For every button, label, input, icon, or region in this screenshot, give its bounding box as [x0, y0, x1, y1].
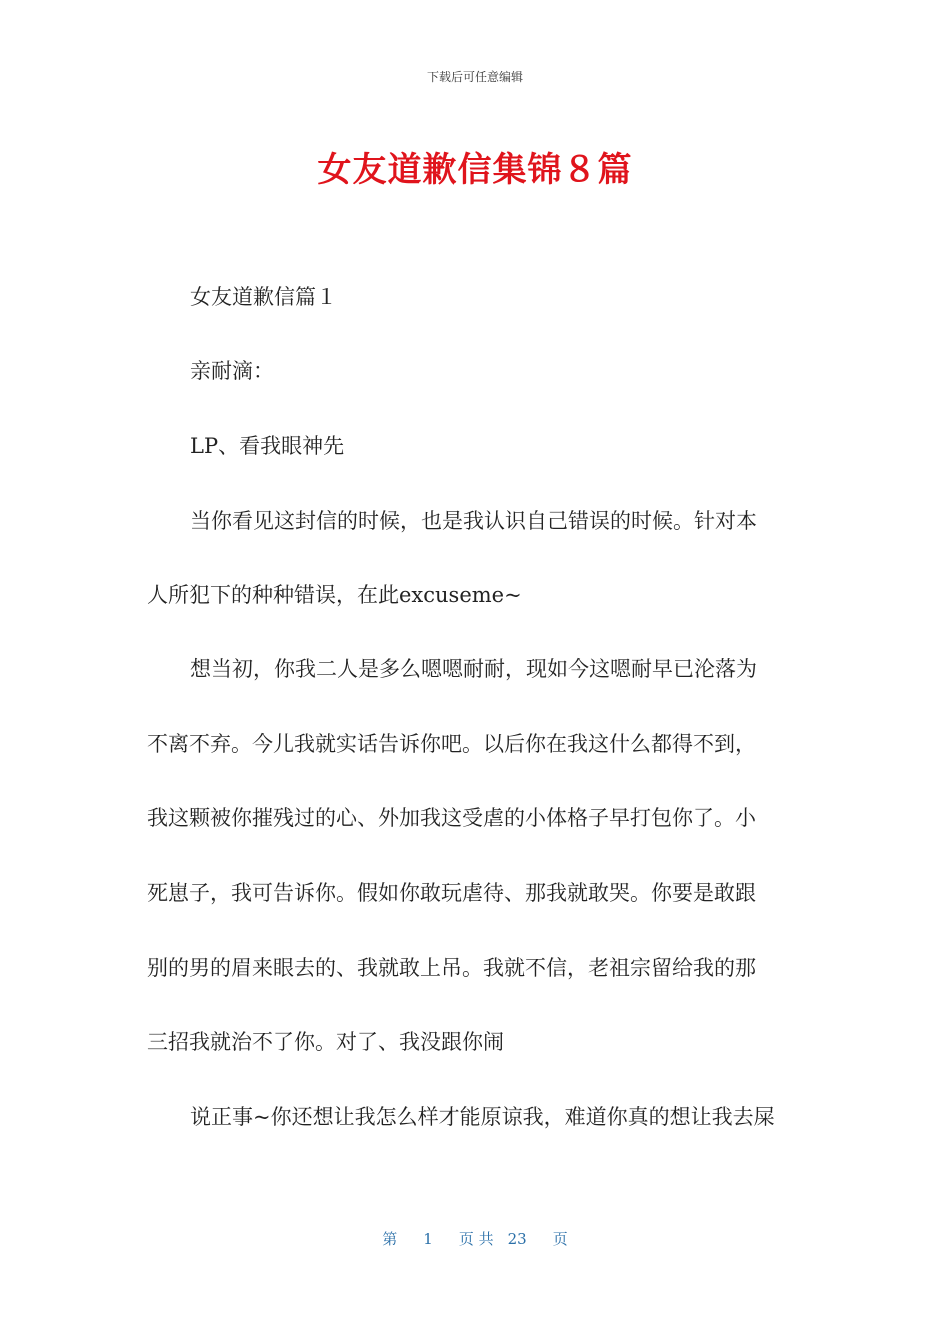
paragraph-line: 别的男的眉来眼去的、我就敢上吊。我就不信，老祖宗留给我的那: [147, 956, 756, 980]
paragraph-line: 三招我就治不了你。对了、我没跟你闹: [147, 1030, 504, 1054]
footer-page-number: 1: [423, 1230, 433, 1248]
paragraph-line: 死崽子，我可告诉你。假如你敢玩虐待、那我就敢哭。你要是敢跟: [147, 881, 756, 905]
footer-middle: 页 共: [458, 1230, 494, 1248]
footer-total-pages: 23: [507, 1230, 527, 1248]
paragraph-line: 我这颗被你摧残过的心、外加我这受虐的小体格子早打包你了。小: [147, 806, 756, 830]
paragraph-line: LP、看我眼神先: [190, 434, 345, 458]
footer-prefix: 第: [382, 1230, 398, 1248]
header-note: 下载后可任意编辑: [426, 70, 523, 84]
section-heading: 女友道歉信篇１: [190, 285, 337, 309]
paragraph-line: 人所犯下的种种错误，在此excuseme~: [147, 583, 522, 607]
paragraph-line: 不离不弃。今儿我就实话告诉你吧。以后你在我这什么都得不到，: [147, 732, 756, 756]
footer-suffix: 页: [552, 1230, 568, 1248]
paragraph-line: 说正事~你还想让我怎么样才能原谅我，难道你真的想让我去屎: [190, 1105, 775, 1129]
salutation: 亲耐滴：: [190, 359, 274, 383]
document-title: 女友道歉信集锦８篇: [317, 150, 633, 190]
page-footer: [0, 1228, 950, 1249]
paragraph-line: 当你看见这封信的时候，也是我认识自己错误的时候。针对本: [190, 509, 757, 533]
paragraph-line: 想当初，你我二人是多么嗯嗯耐耐，现如今这嗯耐早已沦落为: [190, 657, 757, 681]
